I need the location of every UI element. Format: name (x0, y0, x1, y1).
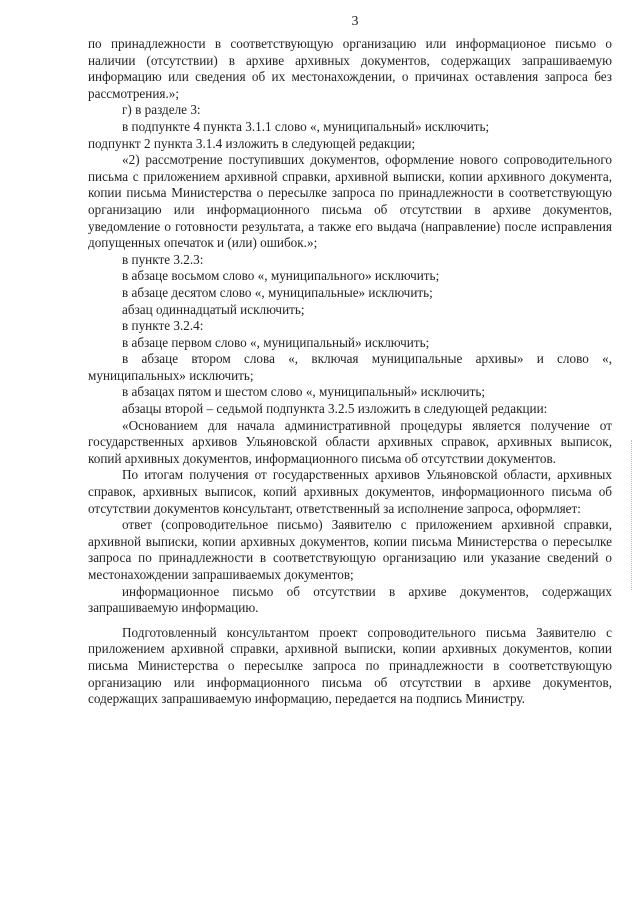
paragraph: По итогам получения от государственных архивов Ульяновской области, архивных справок, архивных выписок, копий архивных документов, информационного письма об отсутствии документов консультант, ответственный за исполнение запроса, оформляет: (88, 467, 612, 516)
paragraph: информационное письмо об отсутствии в архиве документов, содержащих запрашиваемую информацию. (88, 583, 612, 616)
paragraph: абзацы второй – седьмой подпункта 3.2.5 изложить в следующей редакции: (122, 401, 548, 417)
paragraph: Подготовленный консультантом проект сопроводительного письма Заявителю с приложением архивной справки, архивной выписки, копии архивных документов, копии письма Министерства о пересылке запроса по принадлежности в соответствующую организацию или информационного письма об отсутствии в архиве документов, содержащих запрашиваемую информацию, передается на подпись Министру. (88, 624, 612, 707)
paragraph: в абзаце втором слова «, включая муниципальные архивы» и слово «, муниципальных» исключить; (88, 351, 612, 383)
paragraph: в подпункте 4 пункта 3.1.1 слово «, муниципальный» исключить; (122, 118, 490, 134)
paragraph: подпункт 2 пункта 3.1.4 изложить в следующей редакции; (88, 135, 416, 151)
paragraph: в абзацах пятом и шестом слово «, муниципальный» исключить; (122, 384, 486, 400)
paragraph: по принадлежности в соответствующую организацию или информационое письмо о наличии (отсутствии) в архиве архивных документов, содержащих запрашиваемую информацию или сведения об их местонахождении, о причинах оставления запроса без рассмотрения.»; (88, 36, 612, 101)
paragraph: «2) рассмотрение поступивших документов, оформление нового сопроводительного письма с приложением архивной справки, архивной выписки, копии архивного документа, копии письма Министерства о пересылке запроса по принадлежности в соответствующую организацию или информационного письма об отсутствии в архиве документов, уведомление о готовности результата, а также его выдача (направление) после исправления допущенных опечаток и (или) ошибок.»; (88, 152, 612, 251)
document-body (88, 36, 612, 708)
paragraph: в абзаце десятом слово «, муниципальные» исключить; (122, 284, 433, 300)
paragraph: в абзаце первом слово «, муниципальный» исключить; (122, 334, 430, 350)
page-number: 3 (351, 14, 359, 29)
paragraph: ответ (сопроводительное письмо) Заявителю с приложением архивной справки, архивной выписки, копии архивных документов, копии письма Министерства о пересылке запроса по принадлежности в соответствующую организацию или указание сведений о местонахождении запрашиваемых документов; (88, 517, 612, 582)
paragraph: «Основанием для начала административной процедуры является получение от государственных архивов Ульяновской области архивных справок, архивных выписок, копий архивных документов, информационного письма об отсутствии документов. (88, 417, 612, 466)
paragraph: абзац одиннадцатый исключить; (122, 301, 305, 317)
paragraph: г) в разделе 3: (122, 102, 201, 118)
scan-margin-mark (631, 440, 638, 590)
paragraph: в пункте 3.2.3: (122, 251, 204, 267)
paragraph: в абзаце восьмом слово «, муниципального» исключить; (122, 268, 440, 284)
paragraph: в пункте 3.2.4: (122, 318, 204, 334)
